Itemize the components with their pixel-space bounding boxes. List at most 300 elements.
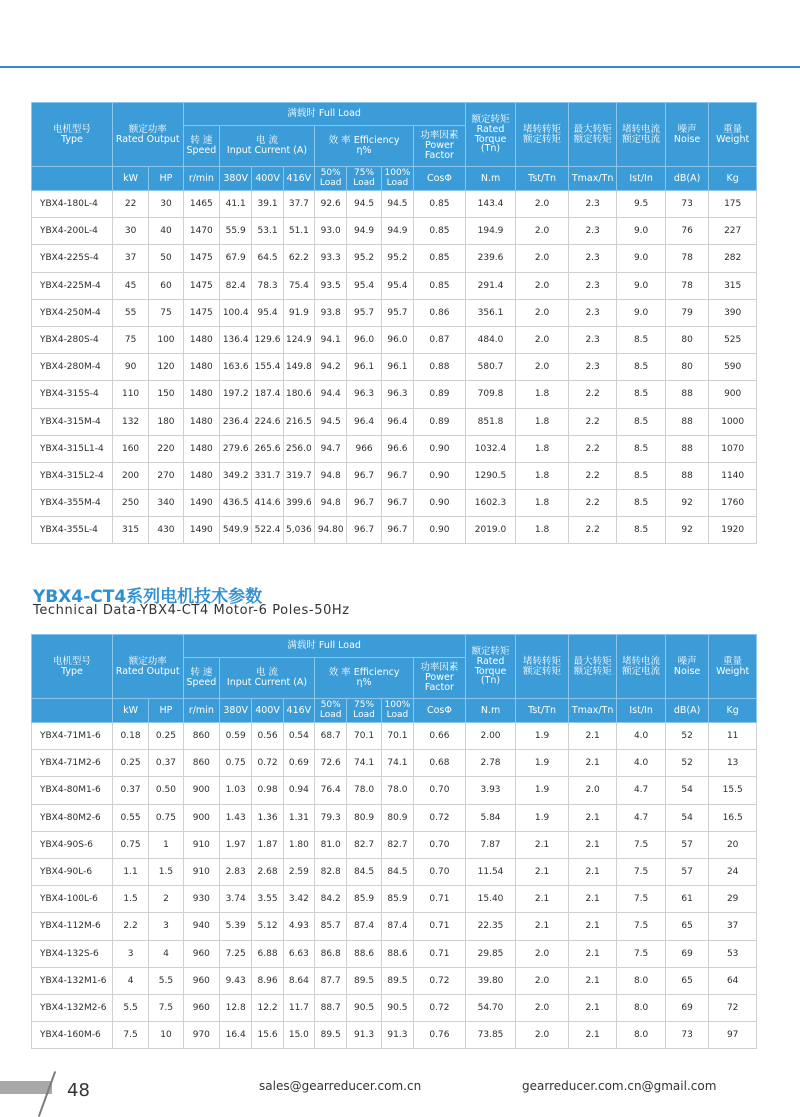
cell-weight: 97 [709, 1022, 757, 1049]
cell-i416: 124.9 [283, 326, 314, 353]
cell-ist: 9.0 [617, 272, 666, 299]
cell-tst: 2.1 [516, 886, 569, 913]
table-row [32, 858, 757, 885]
header-speed: 转 速 Speed [183, 658, 219, 699]
cell-eff75: 87.4 [347, 913, 381, 940]
cell-eff100: 84.5 [381, 858, 413, 885]
cell-tmax: 2.3 [568, 218, 617, 245]
cell-cos: 0.85 [414, 191, 466, 218]
cell-i400: 414.6 [252, 490, 283, 517]
cell-tst: 1.9 [516, 804, 569, 831]
cell-eff50: 72.6 [315, 750, 347, 777]
cell-tst: 1.9 [516, 750, 569, 777]
cell-tmax: 2.3 [568, 354, 617, 381]
cell-speed: 1480 [183, 462, 219, 489]
cell-eff50: 94.8 [315, 490, 347, 517]
cell-eff50: 94.4 [315, 381, 347, 408]
cell-eff75: 78.0 [347, 777, 381, 804]
cell-eff100: 96.3 [381, 381, 413, 408]
unit-hp: HP [149, 167, 183, 191]
cell-type: YBX4-180L-4 [32, 191, 113, 218]
cell-type: YBX4-80M2-6 [32, 804, 113, 831]
unit-100-load: 100% Load [381, 699, 413, 723]
cell-kw: 5.5 [112, 994, 148, 1021]
cell-eff50: 94.7 [315, 435, 347, 462]
unit-db: dB(A) [665, 699, 708, 723]
cell-tmax: 2.3 [568, 272, 617, 299]
cell-i400: 224.6 [252, 408, 283, 435]
cell-weight: 29 [709, 886, 757, 913]
cell-torque: 356.1 [465, 299, 516, 326]
spec-table-4-poles [31, 102, 757, 544]
cell-i400: 0.56 [252, 723, 283, 750]
cell-noise: 88 [665, 408, 708, 435]
cell-ist: 8.5 [617, 326, 666, 353]
cell-hp: 3 [149, 913, 183, 940]
cell-i400: 0.72 [252, 750, 283, 777]
cell-ist: 4.7 [617, 804, 666, 831]
cell-eff50: 94.8 [315, 462, 347, 489]
cell-i416: 0.54 [283, 723, 314, 750]
cell-speed: 940 [183, 913, 219, 940]
cell-weight: 390 [709, 299, 757, 326]
cell-kw: 1.1 [112, 858, 148, 885]
cell-hp: 340 [149, 490, 183, 517]
cell-i400: 0.98 [252, 777, 283, 804]
cell-eff75: 96.3 [347, 381, 381, 408]
cell-eff75: 94.9 [347, 218, 381, 245]
unit-416v: 416V [283, 167, 314, 191]
cell-eff100: 96.4 [381, 408, 413, 435]
cell-kw: 1.5 [112, 886, 148, 913]
footer-bar [0, 1081, 52, 1094]
cell-i400: 6.88 [252, 940, 283, 967]
footer-slash [38, 1071, 56, 1117]
cell-tst: 1.8 [516, 381, 569, 408]
cell-torque: 2.78 [465, 750, 516, 777]
cell-i416: 51.1 [283, 218, 314, 245]
cell-i400: 522.4 [252, 517, 283, 544]
cell-eff50: 89.5 [315, 1022, 347, 1049]
cell-hp: 30 [149, 191, 183, 218]
cell-i416: 15.0 [283, 1022, 314, 1049]
cell-weight: 20 [709, 831, 757, 858]
cell-i380: 82.4 [220, 272, 252, 299]
cell-eff100: 95.4 [381, 272, 413, 299]
cell-cos: 0.70 [414, 831, 466, 858]
cell-eff75: 95.4 [347, 272, 381, 299]
cell-speed: 1475 [183, 299, 219, 326]
cell-eff100: 94.5 [381, 191, 413, 218]
header-weight: 重量 Weight [709, 103, 757, 167]
header-rated-torque: 额定转矩 Rated Torque (Tn) [465, 635, 516, 699]
cell-torque: 2019.0 [465, 517, 516, 544]
cell-tmax: 2.2 [568, 517, 617, 544]
cell-eff75: 82.7 [347, 831, 381, 858]
unit-cos: CosΦ [414, 167, 466, 191]
cell-type: YBX4-280S-4 [32, 326, 113, 353]
cell-speed: 930 [183, 886, 219, 913]
table-row [32, 272, 757, 299]
cell-hp: 60 [149, 272, 183, 299]
table-row [32, 886, 757, 913]
cell-eff50: 94.80 [315, 517, 347, 544]
cell-kw: 4 [112, 967, 148, 994]
cell-kw: 22 [112, 191, 148, 218]
cell-weight: 590 [709, 354, 757, 381]
cell-torque: 5.84 [465, 804, 516, 831]
cell-type: YBX4-225S-4 [32, 245, 113, 272]
cell-eff75: 91.3 [347, 1022, 381, 1049]
cell-weight: 1140 [709, 462, 757, 489]
cell-tmax: 2.1 [568, 804, 617, 831]
cell-i380: 3.74 [220, 886, 252, 913]
cell-kw: 3 [112, 940, 148, 967]
cell-kw: 75 [112, 326, 148, 353]
cell-eff50: 87.7 [315, 967, 347, 994]
cell-type: YBX4-315S-4 [32, 381, 113, 408]
cell-eff75: 88.6 [347, 940, 381, 967]
cell-type: YBX4-90L-6 [32, 858, 113, 885]
cell-speed: 900 [183, 777, 219, 804]
cell-torque: 580.7 [465, 354, 516, 381]
unit-tst: Tst/Tn [516, 167, 569, 191]
cell-speed: 910 [183, 831, 219, 858]
cell-torque: 7.87 [465, 831, 516, 858]
unit-tmax: Tmax/Tn [568, 167, 617, 191]
cell-eff100: 80.9 [381, 804, 413, 831]
cell-eff50: 93.5 [315, 272, 347, 299]
cell-i416: 37.7 [283, 191, 314, 218]
table-row [32, 517, 757, 544]
cell-i416: 180.6 [283, 381, 314, 408]
cell-tmax: 2.1 [568, 1022, 617, 1049]
cell-tmax: 2.1 [568, 858, 617, 885]
table-row [32, 831, 757, 858]
cell-ist: 8.0 [617, 994, 666, 1021]
cell-type: YBX4-315L2-4 [32, 462, 113, 489]
table-row [32, 777, 757, 804]
footer-email-sales[interactable]: sales@gearreducer.com.cn [259, 1079, 422, 1093]
cell-hp: 120 [149, 354, 183, 381]
unit-75-load: 75% Load [347, 167, 381, 191]
unit-rmin: r/min [183, 167, 219, 191]
cell-weight: 15.5 [709, 777, 757, 804]
table-row [32, 218, 757, 245]
cell-eff100: 82.7 [381, 831, 413, 858]
table-row [32, 940, 757, 967]
cell-i416: 62.2 [283, 245, 314, 272]
cell-i400: 155.4 [252, 354, 283, 381]
cell-eff50: 93.3 [315, 245, 347, 272]
cell-torque: 239.6 [465, 245, 516, 272]
cell-kw: 55 [112, 299, 148, 326]
cell-noise: 88 [665, 435, 708, 462]
cell-speed: 900 [183, 804, 219, 831]
cell-tst: 1.8 [516, 490, 569, 517]
cell-hp: 150 [149, 381, 183, 408]
cell-eff100: 78.0 [381, 777, 413, 804]
cell-type: YBX4-160M-6 [32, 1022, 113, 1049]
cell-i400: 1.87 [252, 831, 283, 858]
cell-weight: 24 [709, 858, 757, 885]
cell-kw: 0.55 [112, 804, 148, 831]
unit-kg: Kg [709, 699, 757, 723]
cell-type: YBX4-90S-6 [32, 831, 113, 858]
table-row [32, 462, 757, 489]
cell-eff75: 70.1 [347, 723, 381, 750]
cell-tst: 2.0 [516, 354, 569, 381]
cell-ist: 8.5 [617, 462, 666, 489]
cell-i380: 16.4 [220, 1022, 252, 1049]
header-full-load: 满载时 Full Load [183, 635, 465, 658]
cell-weight: 1000 [709, 408, 757, 435]
cell-noise: 92 [665, 490, 708, 517]
cell-i400: 2.68 [252, 858, 283, 885]
cell-eff75: 96.7 [347, 517, 381, 544]
cell-i380: 41.1 [220, 191, 252, 218]
cell-eff100: 70.1 [381, 723, 413, 750]
cell-type: YBX4-71M1-6 [32, 723, 113, 750]
cell-i380: 279.6 [220, 435, 252, 462]
cell-weight: 1760 [709, 490, 757, 517]
header-locked-torque: 堵转转矩 额定转矩 [516, 103, 569, 167]
cell-hp: 4 [149, 940, 183, 967]
cell-eff75: 96.7 [347, 462, 381, 489]
unit-rmin: r/min [183, 699, 219, 723]
cell-speed: 860 [183, 750, 219, 777]
cell-i400: 265.6 [252, 435, 283, 462]
table-row [32, 723, 757, 750]
cell-cos: 0.70 [414, 777, 466, 804]
unit-blank [32, 699, 113, 723]
cell-i380: 7.25 [220, 940, 252, 967]
cell-speed: 1475 [183, 272, 219, 299]
cell-eff75: 96.4 [347, 408, 381, 435]
cell-i380: 12.8 [220, 994, 252, 1021]
cell-type: YBX4-225M-4 [32, 272, 113, 299]
cell-kw: 45 [112, 272, 148, 299]
cell-i400: 64.5 [252, 245, 283, 272]
cell-eff100: 96.7 [381, 490, 413, 517]
cell-i380: 197.2 [220, 381, 252, 408]
section-title-en: Technical Data-YBX4-CT4 Motor-6 Poles-50Hz [33, 603, 350, 618]
cell-tmax: 2.1 [568, 723, 617, 750]
table-row [32, 381, 757, 408]
cell-tmax: 2.1 [568, 831, 617, 858]
cell-weight: 175 [709, 191, 757, 218]
header-speed: 转 速 Speed [183, 126, 219, 167]
cell-noise: 80 [665, 326, 708, 353]
unit-blank [32, 167, 113, 191]
cell-hp: 10 [149, 1022, 183, 1049]
cell-i416: 3.42 [283, 886, 314, 913]
cell-i416: 0.69 [283, 750, 314, 777]
cell-noise: 73 [665, 1022, 708, 1049]
cell-cos: 0.90 [414, 490, 466, 517]
unit-tst: Tst/Tn [516, 699, 569, 723]
table-row [32, 435, 757, 462]
cell-torque: 29.85 [465, 940, 516, 967]
cell-hp: 0.25 [149, 723, 183, 750]
unit-kw: kW [112, 167, 148, 191]
cell-noise: 65 [665, 913, 708, 940]
table-row [32, 994, 757, 1021]
cell-eff100: 96.1 [381, 354, 413, 381]
cell-tst: 2.0 [516, 1022, 569, 1049]
table-row [32, 804, 757, 831]
cell-ist: 4.0 [617, 723, 666, 750]
table-row [32, 1022, 757, 1049]
header-locked-current: 堵转电流 额定电流 [617, 103, 666, 167]
cell-eff75: 89.5 [347, 967, 381, 994]
cell-cos: 0.90 [414, 517, 466, 544]
cell-i380: 436.5 [220, 490, 252, 517]
unit-nm: N.m [465, 699, 516, 723]
cell-tst: 1.8 [516, 408, 569, 435]
cell-i380: 1.03 [220, 777, 252, 804]
cell-i380: 136.4 [220, 326, 252, 353]
header-rated-output: 额定功率 Rated Output [112, 635, 183, 699]
cell-noise: 79 [665, 299, 708, 326]
cell-eff100: 87.4 [381, 913, 413, 940]
cell-tst: 1.9 [516, 777, 569, 804]
unit-416v: 416V [283, 699, 314, 723]
cell-i380: 100.4 [220, 299, 252, 326]
cell-tmax: 2.1 [568, 994, 617, 1021]
cell-eff100: 96.0 [381, 326, 413, 353]
cell-weight: 64 [709, 967, 757, 994]
cell-kw: 7.5 [112, 1022, 148, 1049]
cell-ist: 8.5 [617, 408, 666, 435]
cell-i380: 163.6 [220, 354, 252, 381]
cell-eff50: 93.0 [315, 218, 347, 245]
cell-noise: 88 [665, 462, 708, 489]
cell-speed: 1480 [183, 435, 219, 462]
table-row [32, 191, 757, 218]
unit-400v: 400V [252, 699, 283, 723]
unit-hp: HP [149, 699, 183, 723]
cell-type: YBX4-100L-6 [32, 886, 113, 913]
table-row [32, 245, 757, 272]
cell-noise: 69 [665, 994, 708, 1021]
cell-eff100: 85.9 [381, 886, 413, 913]
cell-speed: 970 [183, 1022, 219, 1049]
cell-speed: 960 [183, 967, 219, 994]
cell-hp: 0.75 [149, 804, 183, 831]
cell-i416: 91.9 [283, 299, 314, 326]
cell-noise: 57 [665, 831, 708, 858]
cell-i380: 236.4 [220, 408, 252, 435]
cell-hp: 270 [149, 462, 183, 489]
cell-type: YBX4-200L-4 [32, 218, 113, 245]
cell-eff75: 96.0 [347, 326, 381, 353]
cell-weight: 315 [709, 272, 757, 299]
cell-eff100: 95.7 [381, 299, 413, 326]
cell-tmax: 2.2 [568, 435, 617, 462]
cell-torque: 709.8 [465, 381, 516, 408]
cell-i380: 9.43 [220, 967, 252, 994]
cell-cos: 0.70 [414, 858, 466, 885]
cell-weight: 53 [709, 940, 757, 967]
header-max-torque: 最大转矩 额定转矩 [568, 635, 617, 699]
cell-torque: 194.9 [465, 218, 516, 245]
cell-torque: 11.54 [465, 858, 516, 885]
cell-i416: 0.94 [283, 777, 314, 804]
cell-tmax: 2.1 [568, 750, 617, 777]
cell-weight: 37 [709, 913, 757, 940]
cell-i380: 0.59 [220, 723, 252, 750]
cell-i380: 1.43 [220, 804, 252, 831]
unit-tmax: Tmax/Tn [568, 699, 617, 723]
cell-tst: 1.8 [516, 517, 569, 544]
cell-torque: 1032.4 [465, 435, 516, 462]
header-type: 电机型号 Type [32, 103, 113, 167]
cell-torque: 484.0 [465, 326, 516, 353]
cell-i400: 1.36 [252, 804, 283, 831]
cell-tmax: 2.1 [568, 913, 617, 940]
cell-speed: 1470 [183, 218, 219, 245]
cell-i380: 549.9 [220, 517, 252, 544]
cell-weight: 1070 [709, 435, 757, 462]
cell-eff75: 95.2 [347, 245, 381, 272]
cell-eff50: 94.2 [315, 354, 347, 381]
cell-speed: 1475 [183, 245, 219, 272]
cell-eff50: 94.5 [315, 408, 347, 435]
cell-eff100: 91.3 [381, 1022, 413, 1049]
cell-kw: 160 [112, 435, 148, 462]
cell-ist: 7.5 [617, 913, 666, 940]
cell-i380: 349.2 [220, 462, 252, 489]
cell-speed: 960 [183, 940, 219, 967]
cell-eff50: 94.1 [315, 326, 347, 353]
section-title-cn: YBX4-CT4系列电机技术参数 [33, 587, 263, 607]
footer-email-gmail[interactable]: gearreducer.com.cn@gmail.com [522, 1079, 717, 1093]
cell-eff100: 96.7 [381, 462, 413, 489]
cell-eff50: 92.6 [315, 191, 347, 218]
header-power-factor: 功率因素 Power Factor [414, 126, 466, 167]
cell-noise: 54 [665, 804, 708, 831]
cell-tmax: 2.2 [568, 381, 617, 408]
cell-speed: 1480 [183, 354, 219, 381]
cell-weight: 900 [709, 381, 757, 408]
cell-i416: 399.6 [283, 490, 314, 517]
table-row [32, 408, 757, 435]
cell-i380: 5.39 [220, 913, 252, 940]
header-locked-torque: 堵转转矩 额定转矩 [516, 635, 569, 699]
cell-i400: 95.4 [252, 299, 283, 326]
cell-eff75: 84.5 [347, 858, 381, 885]
cell-type: YBX4-132M2-6 [32, 994, 113, 1021]
cell-i416: 1.31 [283, 804, 314, 831]
cell-kw: 0.25 [112, 750, 148, 777]
cell-i416: 4.93 [283, 913, 314, 940]
header-rated-torque: 额定转矩 Rated Torque (Tn) [465, 103, 516, 167]
cell-i400: 187.4 [252, 381, 283, 408]
unit-nm: N.m [465, 167, 516, 191]
cell-ist: 7.5 [617, 831, 666, 858]
cell-tst: 1.8 [516, 462, 569, 489]
cell-tmax: 2.3 [568, 299, 617, 326]
cell-ist: 9.5 [617, 191, 666, 218]
cell-tmax: 2.0 [568, 777, 617, 804]
cell-kw: 0.18 [112, 723, 148, 750]
table-row [32, 354, 757, 381]
cell-hp: 430 [149, 517, 183, 544]
cell-eff50: 85.7 [315, 913, 347, 940]
cell-noise: 52 [665, 723, 708, 750]
cell-cos: 0.72 [414, 967, 466, 994]
